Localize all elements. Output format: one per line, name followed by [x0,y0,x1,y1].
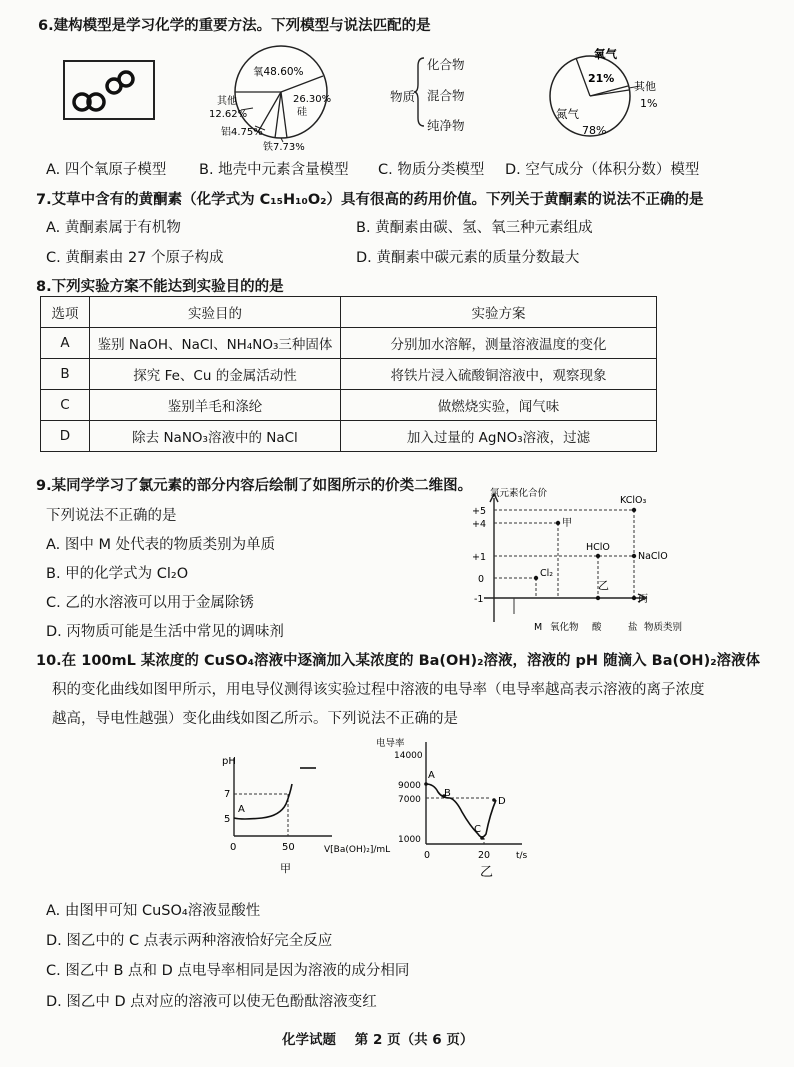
table-row [41,359,657,390]
q7-option-d: D. 黄酮素中碳元素的质量分数最大 [356,250,580,266]
label-bing: 丙 [638,594,648,605]
oxygen-atom-model [62,58,158,124]
atom-4 [119,72,133,86]
yi-ylabel: 电导率 [376,738,405,749]
label-yi: 乙 [598,579,609,592]
chart-ylabel: 氯元素化合价 [490,488,548,499]
table-cell-option: B [41,359,90,390]
xtick-acid: 酸 [592,622,602,633]
table-header-purpose: 实验目的 [90,297,341,328]
pie-b-label-al: 铝4.75% [221,127,263,138]
point-kclo3 [632,508,636,512]
point-hclo [596,554,600,558]
ytick-plus4: +4 [472,519,487,530]
table-header-plan: 实验方案 [341,297,657,328]
pie-b-label-other: 其他 [217,96,237,107]
point-jia [556,521,560,525]
q9-option-c: C. 乙的水溶液可以用于金属除锈 [46,595,254,611]
table-header-row [41,297,657,328]
table-cell-option: D [41,421,90,452]
yi-mark-d [492,798,496,802]
q6-option-b: B. 地壳中元素含量模型 [199,162,349,178]
table-cell-plan: 分别加水溶解，测量溶液温度的变化 [341,328,657,359]
xtick-oxide: 氧化物 [550,622,579,633]
ytick-plus1: +1 [472,552,487,563]
xtick-m: M [534,622,543,633]
yi-xtick-20: 20 [478,850,491,861]
pie-d-label-other: 其他 [634,80,656,93]
point-naclo [632,554,636,558]
xtick-salt: 盐 [628,622,638,633]
pie-d-label-o2-value: 21% [588,72,615,85]
q7-option-a: A. 黄酮素属于有机物 [46,220,181,236]
q10-stem-3: 越高，导电性越强）变化曲线如图乙所示。下列说法不正确的是 [52,711,458,727]
label-naclo: NaClO [638,551,668,562]
xtick-category: 物质类别 [644,622,683,633]
label-jia: 甲 [562,518,572,529]
table-cell-plan: 将铁片浸入硫酸铜溶液中，观察现象 [341,359,657,390]
jia-caption: 甲 [280,862,291,875]
yi-point-c: C [474,824,481,835]
air-composition-pie [536,42,668,142]
table-cell-option: C [41,390,90,421]
q10-option-d: D. 图乙中 D 点对应的溶液可以使无色酚酞溶液变红 [46,994,377,1010]
yi-xtick-0: 0 [424,850,431,861]
pie-b-label-si-value: 26.30% [293,94,332,105]
valence-class-chart [458,484,698,636]
jia-ytick-7: 7 [224,789,231,800]
yi-mark-a [424,782,428,786]
label-kclo3: KClO₃ [620,495,647,506]
pie-b-label-si: 硅 [297,107,307,118]
yi-point-b: B [444,788,451,799]
ytick-minus1: -1 [474,594,484,605]
table-cell-plan: 做燃烧实验，闻气味 [341,390,657,421]
yi-ytick-1000: 1000 [398,835,421,845]
label-hclo: HClO [586,542,610,553]
point-cl2 [534,576,538,580]
table-cell-purpose: 鉴别羊毛和涤纶 [90,390,341,421]
yi-curve [426,784,496,837]
jia-xlabel: V[Ba(OH)₂]/mL [324,845,391,855]
yi-caption: 乙 [480,865,494,880]
jia-point-a: A [238,804,245,815]
table-row [41,328,657,359]
page-footer: 化学试题 第 2 页（共 6 页） [282,1032,474,1048]
table-header-option: 选项 [41,297,90,328]
yi-ytick-9000: 9000 [398,781,421,791]
brace-icon [412,54,428,130]
ytick-zero: 0 [478,574,485,585]
point-bing [632,596,636,600]
yi-mark-c [480,836,484,840]
pie-b-label-o: 氧48.60% [253,66,304,78]
crust-element-pie [205,42,365,154]
yi-point-a: A [428,770,435,781]
ph-graph-jia [212,748,392,880]
table-cell-plan: 加入过量的 AgNO₃溶液，过滤 [341,421,657,452]
jia-xtick-0: 0 [230,842,237,853]
yi-ytick-7000: 7000 [398,795,421,805]
jia-xtick-50: 50 [282,842,295,853]
table-cell-option: A [41,328,90,359]
pie-d-label-other-value: 1% [640,97,658,110]
pie-d-label-o2: 氧气 [594,47,617,61]
q9-option-a: A. 图中 M 处代表的物质类别为单质 [46,537,276,553]
pie-d-label-n2-value: 78% [582,124,607,137]
conductivity-graph-yi [372,734,542,884]
q7-stem: 7.艾草中含有的黄酮素（化学式为 C₁₅H₁₀O₂）具有很高的药用价值。下列关于黄酮素的说法不正确的是 [36,192,704,208]
table-row [41,421,657,452]
classify-root: 物质 [390,89,416,104]
classify-item-pure: 纯净物 [427,118,465,133]
jia-ylabel: pH [222,756,236,767]
q6-option-d: D. 空气成分（体积分数）模型 [505,162,700,178]
q10-option-c: C. 图乙中 B 点和 D 点电导率相同是因为溶液的成分相同 [46,963,410,979]
yi-point-d: D [498,796,506,807]
q10-stem-1: 10.在 100mL 某浓度的 CuSO₄溶液中逐滴加入某浓度的 Ba(OH)₂溶液，溶液的 pH 随滴入 Ba(OH)₂溶液体 [36,653,761,669]
q9-option-b: B. 甲的化学式为 Cl₂O [46,566,189,582]
q6-stem: 6.建构模型是学习化学的重要方法。下列模型与说法匹配的是 [38,18,431,34]
pie-b-label-fe: 铁7.73% [263,142,305,153]
q9-sub: 下列说法不正确的是 [46,508,177,524]
q10-option-b: D. 图乙中的 C 点表示两种溶液恰好完全反应 [46,933,333,949]
jia-ytick-5: 5 [224,814,231,825]
pie-d-label-n2: 氮气 [556,107,579,121]
q6-option-a: A. 四个氧原子模型 [46,162,167,178]
yi-xlabel: t/s [516,851,528,861]
q10-stem-2: 积的变化曲线如图甲所示，用电导仪测得该实验过程中溶液的电导率（电导率越高表示溶液的离子浓度 [52,682,705,698]
yi-ytick-14000: 14000 [394,751,423,761]
q8-experiment-table [40,296,657,452]
q6-option-c: C. 物质分类模型 [378,162,485,178]
table-cell-purpose: 探究 Fe、Cu 的金属活动性 [90,359,341,390]
classify-item-mixture: 混合物 [427,88,465,103]
label-cl2: Cl₂ [540,568,554,579]
classify-item-compound: 化合物 [427,57,465,72]
ytick-plus5: +5 [472,506,487,517]
q9-option-d: D. 丙物质可能是生活中常见的调味剂 [46,624,284,640]
q7-option-c: C. 黄酮素由 27 个原子构成 [46,250,224,266]
q8-stem: 8.下列实验方案不能达到实验目的的是 [36,279,284,295]
table-cell-purpose: 鉴别 NaOH、NaCl、NH₄NO₃三种固体 [90,328,341,359]
q9-stem: 9.某同学学习了氯元素的部分内容后绘制了如图所示的价类二维图。 [36,478,473,494]
point-yi [596,596,600,600]
q10-option-a: A. 由图甲可知 CuSO₄溶液显酸性 [46,903,261,919]
q7-option-b: B. 黄酮素由碳、氢、氧三种元素组成 [356,220,593,236]
table-row [41,390,657,421]
table-cell-purpose: 除去 NaNO₃溶液中的 NaCl [90,421,341,452]
pie-b-label-other-value: 12.62% [209,109,248,120]
